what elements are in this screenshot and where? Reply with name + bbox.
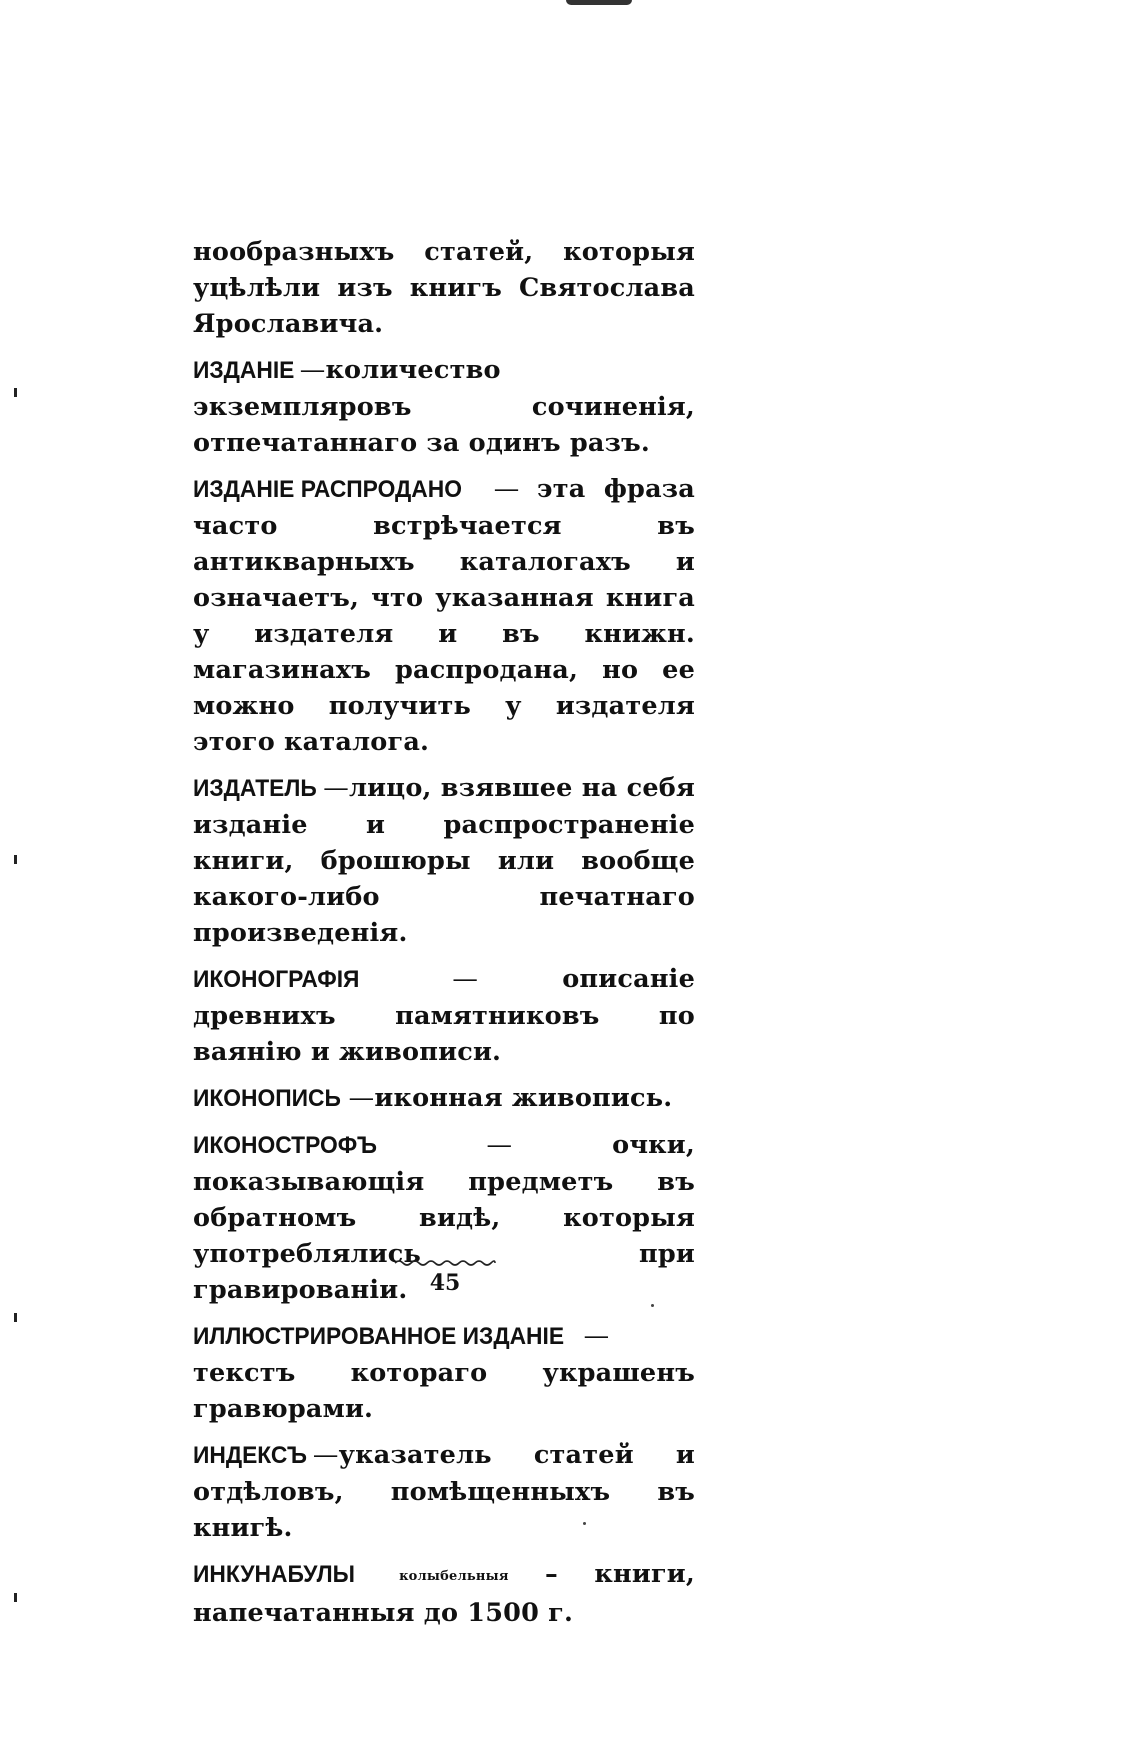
entry-izdanie: [193, 352, 695, 461]
entry-ikonografiya: [193, 961, 695, 1070]
entry-term: ИЛЛЮСТРИРОВАННОЕ ИЗДАНІЕ: [193, 1323, 565, 1350]
entry-dash: —: [368, 964, 563, 994]
entry-dash: —: [476, 474, 538, 504]
entry-definition: количество экземпляровъ сочиненія, отпечатаннаго за одинъ разъ.: [193, 355, 695, 458]
entry-definition: иконная живопись.: [374, 1083, 673, 1113]
dictionary-column: [193, 234, 695, 1641]
entry-term: ИКОНОСТРОФЪ: [193, 1132, 378, 1159]
speck: [651, 1304, 654, 1307]
entry-dash: —: [386, 1130, 613, 1160]
entry-dash: —: [299, 355, 326, 385]
entry-dash: —: [323, 773, 349, 803]
entry-definition: лицо, взявшее на себя изданіе и распространеніе книги, брошюры или вообще какого-либо печатнаго произведенія.: [193, 773, 695, 948]
entry-inkunabuly: [193, 1556, 695, 1631]
entry-definition: текстъ котораго украшенъ гравюрами.: [193, 1358, 695, 1424]
entry-term: ИЗДАТЕЛЬ: [193, 775, 317, 802]
entry-indeks: [193, 1437, 695, 1546]
entry-ikonopis: [193, 1080, 695, 1117]
margin-mark: [14, 1593, 17, 1602]
speck: [583, 1522, 586, 1525]
print-blot: [566, 0, 632, 5]
page-number: 45: [429, 1270, 461, 1296]
entry-term: ИКОНОПИСЬ: [193, 1085, 341, 1112]
entry-continuation: [193, 234, 695, 342]
entry-illyustrirovannoe-izdanie: [193, 1318, 695, 1427]
margin-mark: [14, 855, 17, 864]
margin-mark: [14, 1313, 17, 1322]
entry-term: ИКОНОГРАФІЯ: [193, 966, 360, 993]
entry-definition: – книги, напечатанныя до 1500 г.: [193, 1559, 695, 1628]
entry-definition: эта фраза часто встрѣчается въ антикварныхъ каталогахъ и означаетъ, что указанная книга у издателя и въ книжн. магазинахъ распродана, но ее можно получить у издателя этого каталога.: [193, 474, 695, 757]
entry-izdatel: [193, 770, 695, 951]
margin-mark: [14, 388, 17, 397]
entry-gloss: колыбельныя: [399, 1569, 509, 1584]
entry-definition: описаніе древнихъ памятниковъ по ваянію и живописи.: [193, 964, 695, 1067]
entry-term: ИЗДАНІЕ РАСПРОДАНО: [193, 476, 462, 503]
entry-term: ИНКУНАБУЛЫ: [193, 1561, 355, 1588]
entry-term: ИНДЕКСЪ: [193, 1442, 307, 1469]
wavy-ornament-icon: [393, 1258, 497, 1268]
entry-space: [363, 1559, 399, 1589]
entry-dash: —: [312, 1440, 339, 1470]
entry-dash: —: [348, 1083, 375, 1113]
entry-dash: —: [583, 1321, 610, 1351]
entry-term: ИЗДАНІЕ: [193, 357, 295, 384]
entry-definition: нообразныхъ статей, которыя уцѣлѣли изъ книгъ Святослава Ярославича.: [193, 237, 695, 339]
entry-definition: очки, показывающія предметъ въ обратномъ видѣ, которыя употреблялись при гравированіи.: [193, 1130, 695, 1305]
entry-izdanie-rasprodano: [193, 471, 695, 760]
entry-definition: указатель статей и отдѣловъ, помѣщенныхъ въ книгѣ.: [193, 1440, 695, 1543]
page-footer: [390, 1258, 500, 1296]
